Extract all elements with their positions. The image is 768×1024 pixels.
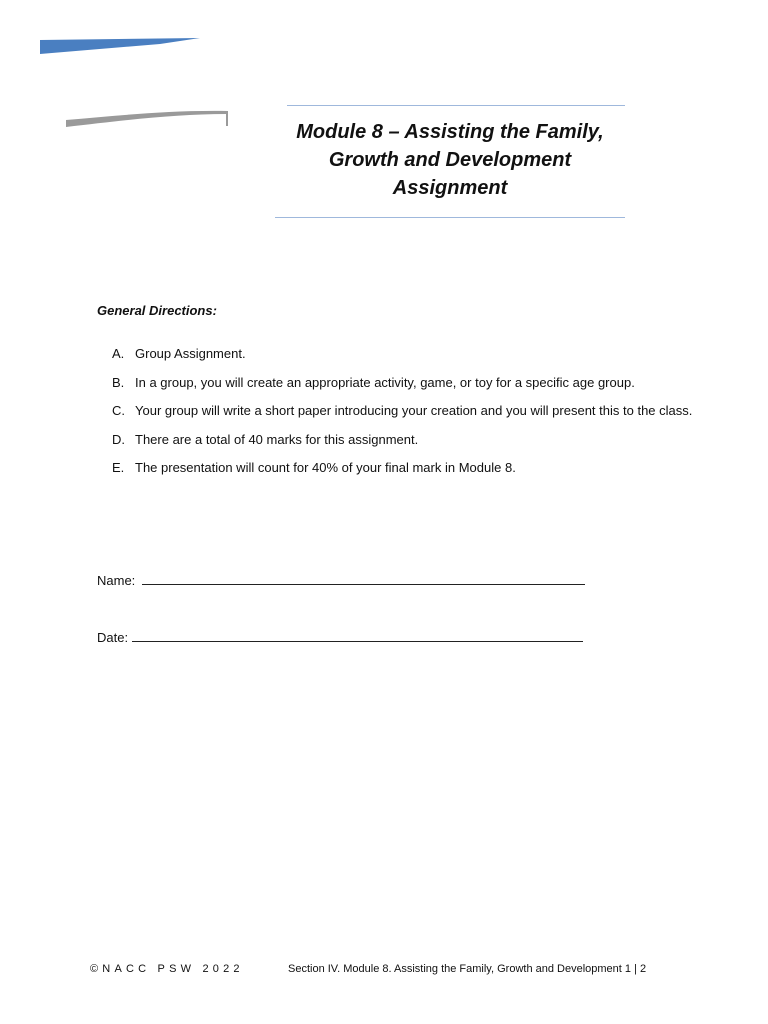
title-rule-bottom [275, 217, 625, 218]
list-item-text: There are a total of 40 marks for this assignment. [135, 431, 419, 447]
list-item [97, 426, 697, 455]
date-label: Date: [97, 630, 129, 645]
list-item-text: Group Assignment. [135, 346, 246, 361]
list-item-letter: D. [112, 431, 125, 447]
header-accent-bar [40, 38, 200, 54]
list-item [97, 454, 697, 483]
title-rule-top [287, 105, 625, 106]
name-field-row [97, 570, 585, 588]
page-title [280, 118, 620, 202]
list-item-letter: B. [112, 374, 125, 390]
title-line-3: Assignment [392, 177, 508, 199]
date-field-row [97, 627, 583, 645]
list-item-text: Your group will write a short paper introducing your creation and you will present this to the class. [135, 403, 693, 418]
list-item [97, 369, 697, 398]
list-item-letter: C. [112, 403, 125, 418]
directions-list [97, 340, 697, 483]
footer-copyright: ©NACC PSW 2022 [90, 963, 244, 975]
list-item-text: In a group, you will create an appropriate activity, game, or toy for a specific age group. [135, 374, 635, 390]
list-item-text: The presentation will count for 40% of your final mark in Module 8. [135, 460, 516, 475]
directions-heading: General Directions: [97, 303, 217, 318]
title-line-2: Growth and Development [328, 149, 572, 171]
list-item-letter: E. [112, 460, 125, 475]
date-blank-line[interactable] [132, 627, 583, 642]
footer-section-info: Section IV. Module 8. Assisting the Family, Growth and Development 1 | 2 [288, 963, 647, 975]
name-label: Name: [97, 573, 136, 588]
title-line-1: Module 8 – Assisting the Family, [296, 121, 604, 143]
list-item [97, 397, 697, 426]
list-item-letter: A. [112, 346, 125, 361]
name-blank-line[interactable] [142, 570, 585, 585]
header-swoosh [66, 108, 228, 128]
list-item [97, 340, 697, 369]
